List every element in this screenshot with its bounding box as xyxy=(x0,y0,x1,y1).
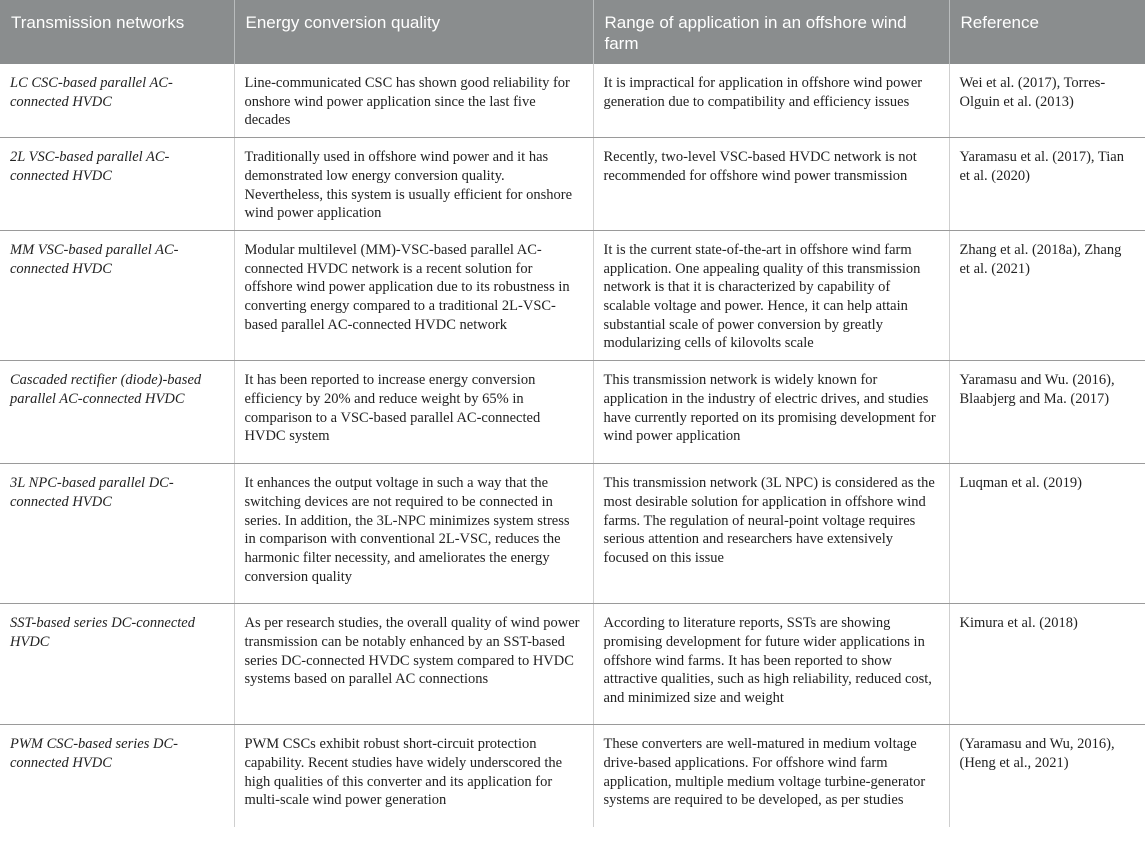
quality-cell: As per research studies, the overall quality of wind power transmission can be notably enhanced by an SST-based series DC-connected HVDC system compared to HVDC systems based on parallel AC connections xyxy=(234,604,593,725)
table-body xyxy=(0,64,1145,827)
reference-cell: Kimura et al. (2018) xyxy=(949,604,1145,725)
application-cell: According to literature reports, SSTs are showing promising development for future wider applications in offshore wind farms. It has been reported to show attractive qualities, such as high reliability, reduced cost, and minimized size and weight xyxy=(593,604,949,725)
header-range-of-application: Range of application in an offshore wind farm xyxy=(593,0,949,64)
application-cell: These converters are well-matured in medium voltage drive-based applications. For offshore wind farm application, multiple medium voltage turbine-generator systems are required to be developed, as per studies xyxy=(593,725,949,827)
table-row xyxy=(0,64,1145,138)
quality-cell: PWM CSCs exhibit robust short-circuit protection capability. Recent studies have widely underscored the high qualities of this converter and its application for multi-scale wind power generation xyxy=(234,725,593,827)
table-row xyxy=(0,138,1145,231)
application-cell: This transmission network (3L NPC) is considered as the most desirable solution for application in offshore wind farms. The regulation of neural-point voltage requires serious attention and researchers have extensively focused on this issue xyxy=(593,464,949,604)
network-cell: Cascaded rectifier (diode)-based parallel AC-connected HVDC xyxy=(0,361,234,464)
table-row xyxy=(0,230,1145,360)
reference-cell: Zhang et al. (2018a), Zhang et al. (2021) xyxy=(949,230,1145,360)
network-cell: MM VSC-based parallel AC-connected HVDC xyxy=(0,230,234,360)
network-cell: SST-based series DC-connected HVDC xyxy=(0,604,234,725)
reference-cell: Luqman et al. (2019) xyxy=(949,464,1145,604)
reference-cell: Yaramasu et al. (2017), Tian et al. (2020) xyxy=(949,138,1145,231)
application-cell: It is impractical for application in offshore wind power generation due to compatibility and efficiency issues xyxy=(593,64,949,138)
reference-cell: Wei et al. (2017), Torres-Olguin et al. (2013) xyxy=(949,64,1145,138)
quality-cell: Traditionally used in offshore wind power and it has demonstrated low energy conversion quality. Nevertheless, this system is usually efficient for onshore wind power application xyxy=(234,138,593,231)
network-cell: 2L VSC-based parallel AC-connected HVDC xyxy=(0,138,234,231)
application-cell: This transmission network is widely known for application in the industry of electric drives, and studies have currently reported on its promising development for wind power application xyxy=(593,361,949,464)
reference-cell: (Yaramasu and Wu, 2016), (Heng et al., 2021) xyxy=(959,736,1115,771)
table-row xyxy=(0,725,1145,827)
header-reference: Reference xyxy=(949,0,1145,64)
table-header xyxy=(0,0,1145,64)
quality-cell: Modular multilevel (MM)-VSC-based parallel AC-connected HVDC network is a recent solution for offshore wind power application due to its robustness in converting energy compared to a traditional 2L-VSC-based parallel AC-connected HVDC network xyxy=(234,230,593,360)
quality-cell: It enhances the output voltage in such a way that the switching devices are not required to be connected in series. In addition, the 3L-NPC minimizes system stress in comparison with conventional 2L-VSC, reduces the harmonic filter necessity, and ameliorates the energy conversion quality xyxy=(234,464,593,604)
application-cell: Recently, two-level VSC-based HVDC network is not recommended for offshore wind power transmission xyxy=(593,138,949,231)
table-row xyxy=(0,604,1145,725)
network-cell: LC CSC-based parallel AC-connected HVDC xyxy=(0,64,234,138)
application-cell: It is the current state-of-the-art in offshore wind farm application. One appealing quality of this transmission network is that it is characterized by capability of scalable voltage and power. Hence, it can help attain substantial scale of power conversion by greatly modularizing cells of kilovolts scale xyxy=(593,230,949,360)
network-cell: PWM CSC-based series DC-connected HVDC xyxy=(0,725,234,827)
header-row xyxy=(0,0,1145,64)
quality-cell: It has been reported to increase energy conversion efficiency by 20% and reduce weight by 65% in comparison to a VSC-based parallel AC-connected HVDC system xyxy=(234,361,593,464)
reference-cell: Yaramasu and Wu. (2016), Blaabjerg and Ma. (2017) xyxy=(949,361,1145,464)
table-row xyxy=(0,464,1145,604)
header-transmission-networks: Transmission networks xyxy=(0,0,234,64)
network-cell: 3L NPC-based parallel DC-connected HVDC xyxy=(0,464,234,604)
header-energy-conversion-quality: Energy conversion quality xyxy=(234,0,593,64)
table-row xyxy=(0,361,1145,464)
quality-cell: Line-communicated CSC has shown good reliability for onshore wind power application since the last five decades xyxy=(234,64,593,138)
